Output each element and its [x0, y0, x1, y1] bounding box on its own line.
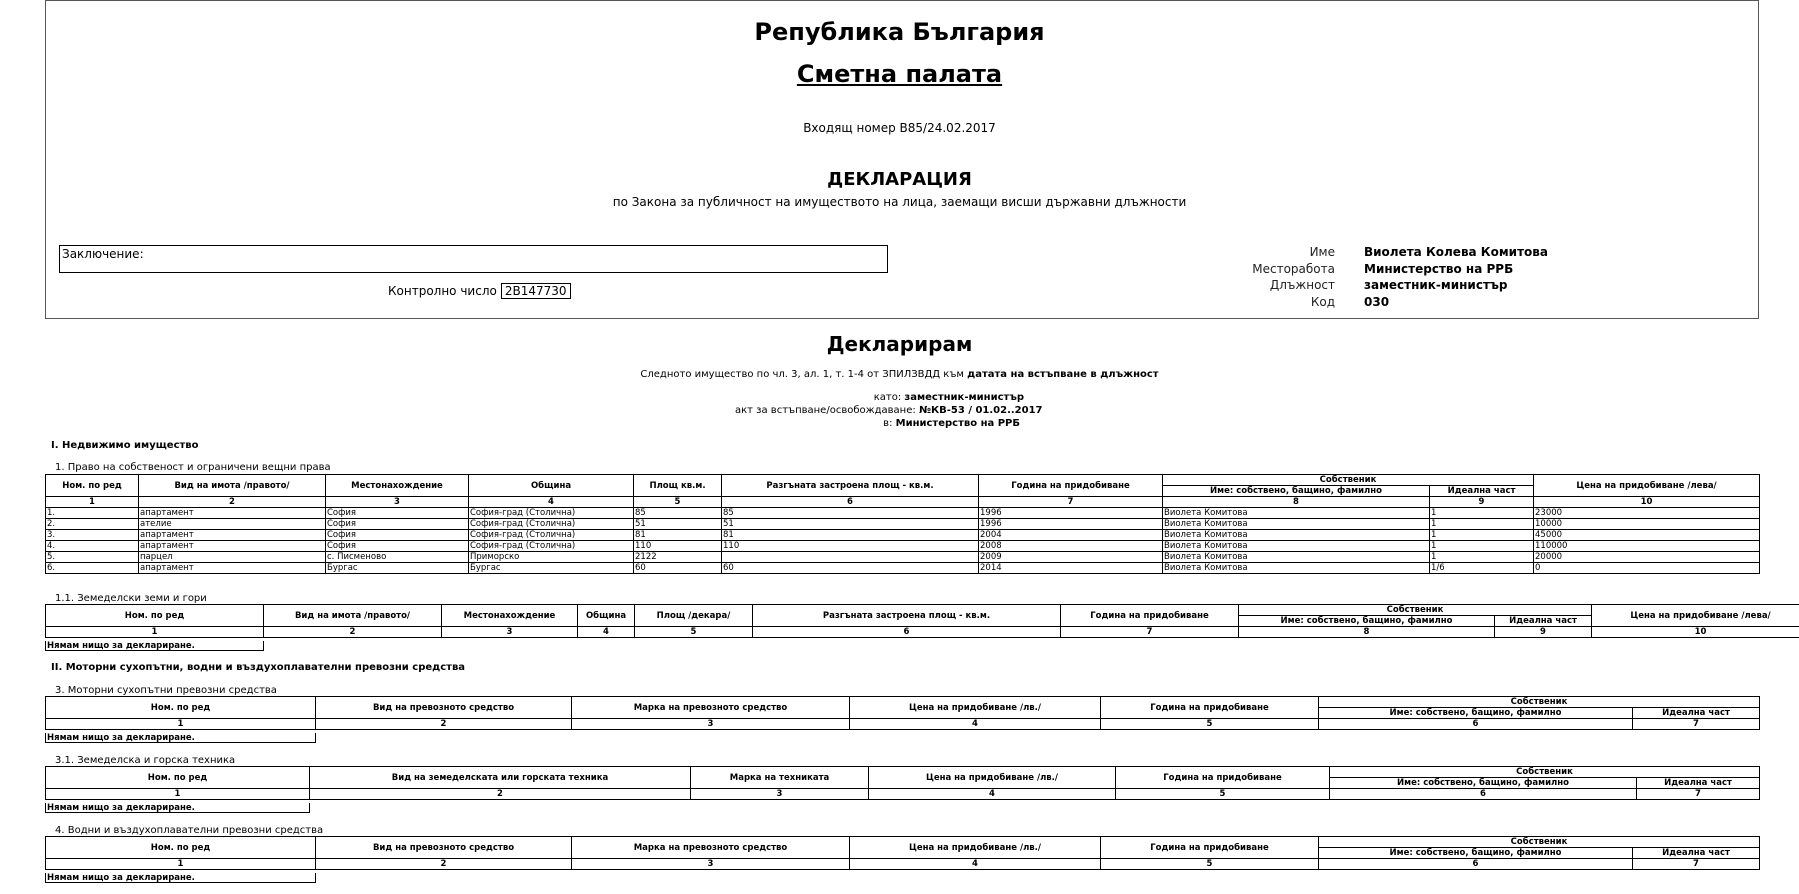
country-title: Република България [754, 18, 1045, 46]
table-cell: Виолета Комитова [1163, 563, 1430, 574]
in-line [0, 418, 1020, 429]
table-cell: 60 [634, 563, 722, 574]
col-num: 4 [850, 719, 1101, 730]
act-line [735, 405, 1043, 416]
col-num: 10 [1534, 497, 1760, 508]
table-cell: 6. [46, 563, 139, 574]
col-num: 4 [869, 789, 1116, 800]
table-cell: 1 [1430, 541, 1534, 552]
section-2-sub4: 4. Водни и въздухоплавателни превозни средства [55, 825, 324, 836]
declare-title: Декларирам [826, 332, 973, 356]
table-cell: 81 [634, 530, 722, 541]
section-1-title: I. Недвижимо имущество [51, 440, 199, 451]
col-header: Собственик [1319, 697, 1760, 708]
declare-line-bold: датата на встъпване в длъжност [967, 369, 1159, 380]
in-value: Министерство на РРБ [895, 418, 1020, 429]
as-label: като: [873, 392, 902, 403]
table-cell [722, 552, 979, 563]
col-header: Цена на придобиване /лв./ [850, 697, 1101, 719]
conclusion-field[interactable] [59, 245, 888, 273]
person-label: Длъжност [1269, 278, 1335, 293]
col-num: 7 [1633, 859, 1760, 870]
table-cell: Виолета Комитова [1163, 552, 1430, 563]
col-num: 5 [1101, 859, 1319, 870]
person-value: Виолета Колева Комитова [1364, 245, 1548, 260]
person-value: 030 [1364, 294, 1390, 309]
person-value: Министерство на РРБ [1364, 261, 1514, 276]
table-cell: 20000 [1534, 552, 1760, 563]
table-cell: София [326, 508, 469, 519]
table-cell: апартамент [139, 541, 326, 552]
section-2-title: II. Моторни сухопътни, водни и въздухоплавателни превозни средства [51, 662, 466, 673]
institution-title: Сметна палата [796, 60, 1003, 88]
table-cell: 2. [46, 519, 139, 530]
table-cell: 60 [722, 563, 979, 574]
col-header: Разгъната застроена площ - кв.м. [722, 475, 979, 497]
table-row [46, 541, 1760, 552]
table-row [46, 552, 1760, 563]
col-num: 5 [635, 627, 753, 638]
col-header: Цена на придобиване /лева/ [1592, 605, 1799, 627]
nothing-to-declare: Нямам нищо за деклариране. [45, 803, 310, 813]
col-header: Собственик [1163, 475, 1534, 486]
person-row [1200, 277, 1553, 294]
col-header: Собственик [1319, 837, 1760, 848]
col-header: Идеална част [1430, 486, 1534, 497]
col-header: Ном. по ред [46, 697, 316, 719]
table-cell: 23000 [1534, 508, 1760, 519]
table-cell: Виолета Комитова [1163, 508, 1430, 519]
col-num: 9 [1495, 627, 1592, 638]
col-header: Вид на имота /правото/ [139, 475, 326, 497]
col-num: 2 [316, 719, 572, 730]
person-row [1200, 261, 1553, 278]
col-num: 4 [469, 497, 634, 508]
col-header: Вид на превозното средство [316, 697, 572, 719]
col-header: Ном. по ред [46, 767, 310, 789]
table-cell: 85 [634, 508, 722, 519]
col-header: Площ /декара/ [635, 605, 753, 627]
col-num: 5 [634, 497, 722, 508]
col-header: Година на придобиване [979, 475, 1163, 497]
col-header: Собственик [1239, 605, 1592, 616]
col-num: 4 [578, 627, 635, 638]
control-value: 2B147730 [501, 283, 571, 299]
table-cell: София-град (Столична) [469, 530, 634, 541]
col-header: Цена на придобиване /лв./ [850, 837, 1101, 859]
real-estate-table [45, 474, 1760, 574]
table-cell: ателие [139, 519, 326, 530]
col-header: Идеална част [1495, 616, 1592, 627]
table-cell: 0 [1534, 563, 1760, 574]
table-cell: 51 [722, 519, 979, 530]
table-cell: 110000 [1534, 541, 1760, 552]
col-header: Име: собствено, бащино, фамилно [1319, 708, 1633, 719]
act-label: акт за встъпване/освобождаване: [735, 405, 916, 416]
as-value: заместник-министър [904, 392, 1024, 403]
col-header: Собственик [1330, 767, 1760, 778]
col-header: Ном. по ред [46, 605, 264, 627]
col-header: Година на придобиване [1101, 837, 1319, 859]
table-cell: 1 [1430, 519, 1534, 530]
col-num: 6 [1319, 859, 1633, 870]
col-header: Община [578, 605, 635, 627]
table-cell: Приморско [469, 552, 634, 563]
table-row [46, 530, 1760, 541]
col-num: 4 [850, 859, 1101, 870]
table-cell: 45000 [1534, 530, 1760, 541]
declare-line-text: Следното имущество по чл. 3, ал. 1, т. 1-4 от ЗПИЛЗВДД към [640, 369, 968, 380]
col-num: 2 [316, 859, 572, 870]
col-num: 1 [46, 789, 310, 800]
table-cell: 2004 [979, 530, 1163, 541]
section-1-sub11: 1.1. Земеделски земи и гори [55, 593, 207, 604]
col-header: Разгъната застроена площ - кв.м. [753, 605, 1061, 627]
table-cell: Виолета Комитова [1163, 530, 1430, 541]
table-cell: 81 [722, 530, 979, 541]
col-num: 6 [1319, 719, 1633, 730]
col-num: 6 [1330, 789, 1637, 800]
col-num: 2 [139, 497, 326, 508]
control-number [388, 284, 571, 298]
declaration-title: ДЕКЛАРАЦИЯ [827, 169, 972, 190]
col-num: 9 [1430, 497, 1534, 508]
col-header: Марка на превозното средство [572, 837, 850, 859]
col-num: 2 [264, 627, 442, 638]
col-header: Марка на превозното средство [572, 697, 850, 719]
col-header: Вид на имота /правото/ [264, 605, 442, 627]
col-num: 6 [722, 497, 979, 508]
col-num: 5 [1101, 719, 1319, 730]
table-cell: 1. [46, 508, 139, 519]
table-cell: с. Писменово [326, 552, 469, 563]
col-num: 3 [442, 627, 578, 638]
table-cell: 5. [46, 552, 139, 563]
col-num: 10 [1592, 627, 1799, 638]
col-header: Година на придобиване [1101, 697, 1319, 719]
col-header: Име: собствено, бащино, фамилно [1319, 848, 1633, 859]
col-header: Име: собствено, бащино, фамилно [1163, 486, 1430, 497]
table-cell: София-град (Столична) [469, 541, 634, 552]
col-num: 5 [1116, 789, 1330, 800]
col-num: 7 [1637, 789, 1760, 800]
person-label: Месторабота [1252, 261, 1335, 276]
table-cell: 1996 [979, 508, 1163, 519]
number-row [46, 719, 1760, 730]
table-cell: 2122 [634, 552, 722, 563]
table-cell: 85 [722, 508, 979, 519]
table-cell: 1 [1430, 530, 1534, 541]
col-num: 3 [691, 789, 869, 800]
agri-land-table [45, 604, 1799, 638]
table-cell: София-град (Столична) [469, 519, 634, 530]
col-num: 1 [46, 719, 316, 730]
conclusion-label: Заключение: [62, 247, 144, 261]
col-header: Идеална част [1637, 778, 1760, 789]
col-num: 7 [1061, 627, 1239, 638]
col-header: Идеална част [1633, 848, 1760, 859]
col-num: 8 [1239, 627, 1495, 638]
nothing-to-declare: Нямам нищо за деклариране. [45, 873, 316, 883]
number-row [46, 789, 1760, 800]
table-row [46, 563, 1760, 574]
col-num: 8 [1163, 497, 1430, 508]
col-header: Марка на техниката [691, 767, 869, 789]
declare-line [0, 369, 1799, 380]
table-cell: София [326, 541, 469, 552]
table-cell: 1 [1430, 508, 1534, 519]
table-cell: Бургас [469, 563, 634, 574]
table-cell: София [326, 519, 469, 530]
section-1-sub1: 1. Право на собственост и ограничени вещни права [55, 462, 331, 473]
person-row [1200, 294, 1553, 311]
table-cell: 1/6 [1430, 563, 1534, 574]
table-cell: апартамент [139, 563, 326, 574]
nothing-to-declare: Нямам нищо за деклариране. [45, 641, 264, 651]
nothing-to-declare: Нямам нищо за деклариране. [45, 733, 316, 743]
col-num: 3 [572, 859, 850, 870]
number-row [46, 497, 1760, 508]
table-cell: 110 [722, 541, 979, 552]
col-num: 2 [310, 789, 691, 800]
person-value: заместник-министър [1364, 278, 1508, 293]
col-header: Ном. по ред [46, 837, 316, 859]
person-label: Име [1309, 245, 1335, 260]
table-cell: 1996 [979, 519, 1163, 530]
as-line [0, 392, 1024, 403]
col-header: Площ кв.м. [634, 475, 722, 497]
col-num: 1 [46, 497, 139, 508]
table-row [46, 519, 1760, 530]
col-header: Идеална част [1633, 708, 1760, 719]
in-label: в: [883, 418, 893, 429]
col-header: Местонахождение [442, 605, 578, 627]
table-cell: Бургас [326, 563, 469, 574]
col-header: Име: собствено, бащино, фамилно [1239, 616, 1495, 627]
col-num: 1 [46, 859, 316, 870]
col-num: 3 [572, 719, 850, 730]
table-cell: 110 [634, 541, 722, 552]
col-header: Година на придобиване [1116, 767, 1330, 789]
col-header: Вид на земеделската или горската техника [310, 767, 691, 789]
table-cell: 1 [1430, 552, 1534, 563]
number-row [46, 627, 1799, 638]
number-row [46, 859, 1760, 870]
table-cell: София-град (Столична) [469, 508, 634, 519]
table-cell: Виолета Комитова [1163, 519, 1430, 530]
col-header: Местонахождение [326, 475, 469, 497]
table-cell: 10000 [1534, 519, 1760, 530]
table-cell: 4. [46, 541, 139, 552]
col-num: 6 [753, 627, 1061, 638]
col-header: Година на придобиване [1061, 605, 1239, 627]
table-cell: 2009 [979, 552, 1163, 563]
control-label: Контролно число [388, 284, 497, 298]
person-label: Код [1310, 294, 1335, 309]
person-info [1200, 244, 1553, 310]
table-cell: 2014 [979, 563, 1163, 574]
agri-machinery-table [45, 766, 1760, 800]
table-cell: 2008 [979, 541, 1163, 552]
col-header: Име: собствено, бащино, фамилно [1330, 778, 1637, 789]
act-value: №КВ-53 / 01.02..2017 [918, 405, 1043, 416]
table-cell: 51 [634, 519, 722, 530]
motor-vehicles-table [45, 696, 1760, 730]
col-num: 3 [326, 497, 469, 508]
table-cell: апартамент [139, 508, 326, 519]
col-header: Цена на придобиване /лева/ [1534, 475, 1760, 497]
section-2-sub31: 3.1. Земеделска и горска техника [55, 755, 236, 766]
table-row [46, 508, 1760, 519]
person-row [1200, 244, 1553, 261]
col-header: Цена на придобиване /лв./ [869, 767, 1116, 789]
col-num: 7 [1633, 719, 1760, 730]
table-cell: парцел [139, 552, 326, 563]
col-header: Ном. по ред [46, 475, 139, 497]
col-header: Вид на превозното средство [316, 837, 572, 859]
col-num: 1 [46, 627, 264, 638]
section-2-sub3: 3. Моторни сухопътни превозни средства [55, 685, 277, 696]
col-header: Община [469, 475, 634, 497]
table-cell: София [326, 530, 469, 541]
incoming-number: Входящ номер В85/24.02.2017 [803, 121, 996, 135]
declaration-subtitle: по Закона за публичност на имуществото на лица, заемащи висши държавни длъжности [612, 195, 1187, 209]
water-air-vehicles-table [45, 836, 1760, 870]
table-cell: апартамент [139, 530, 326, 541]
table-cell: 3. [46, 530, 139, 541]
table-cell: Виолета Комитова [1163, 541, 1430, 552]
col-num: 7 [979, 497, 1163, 508]
